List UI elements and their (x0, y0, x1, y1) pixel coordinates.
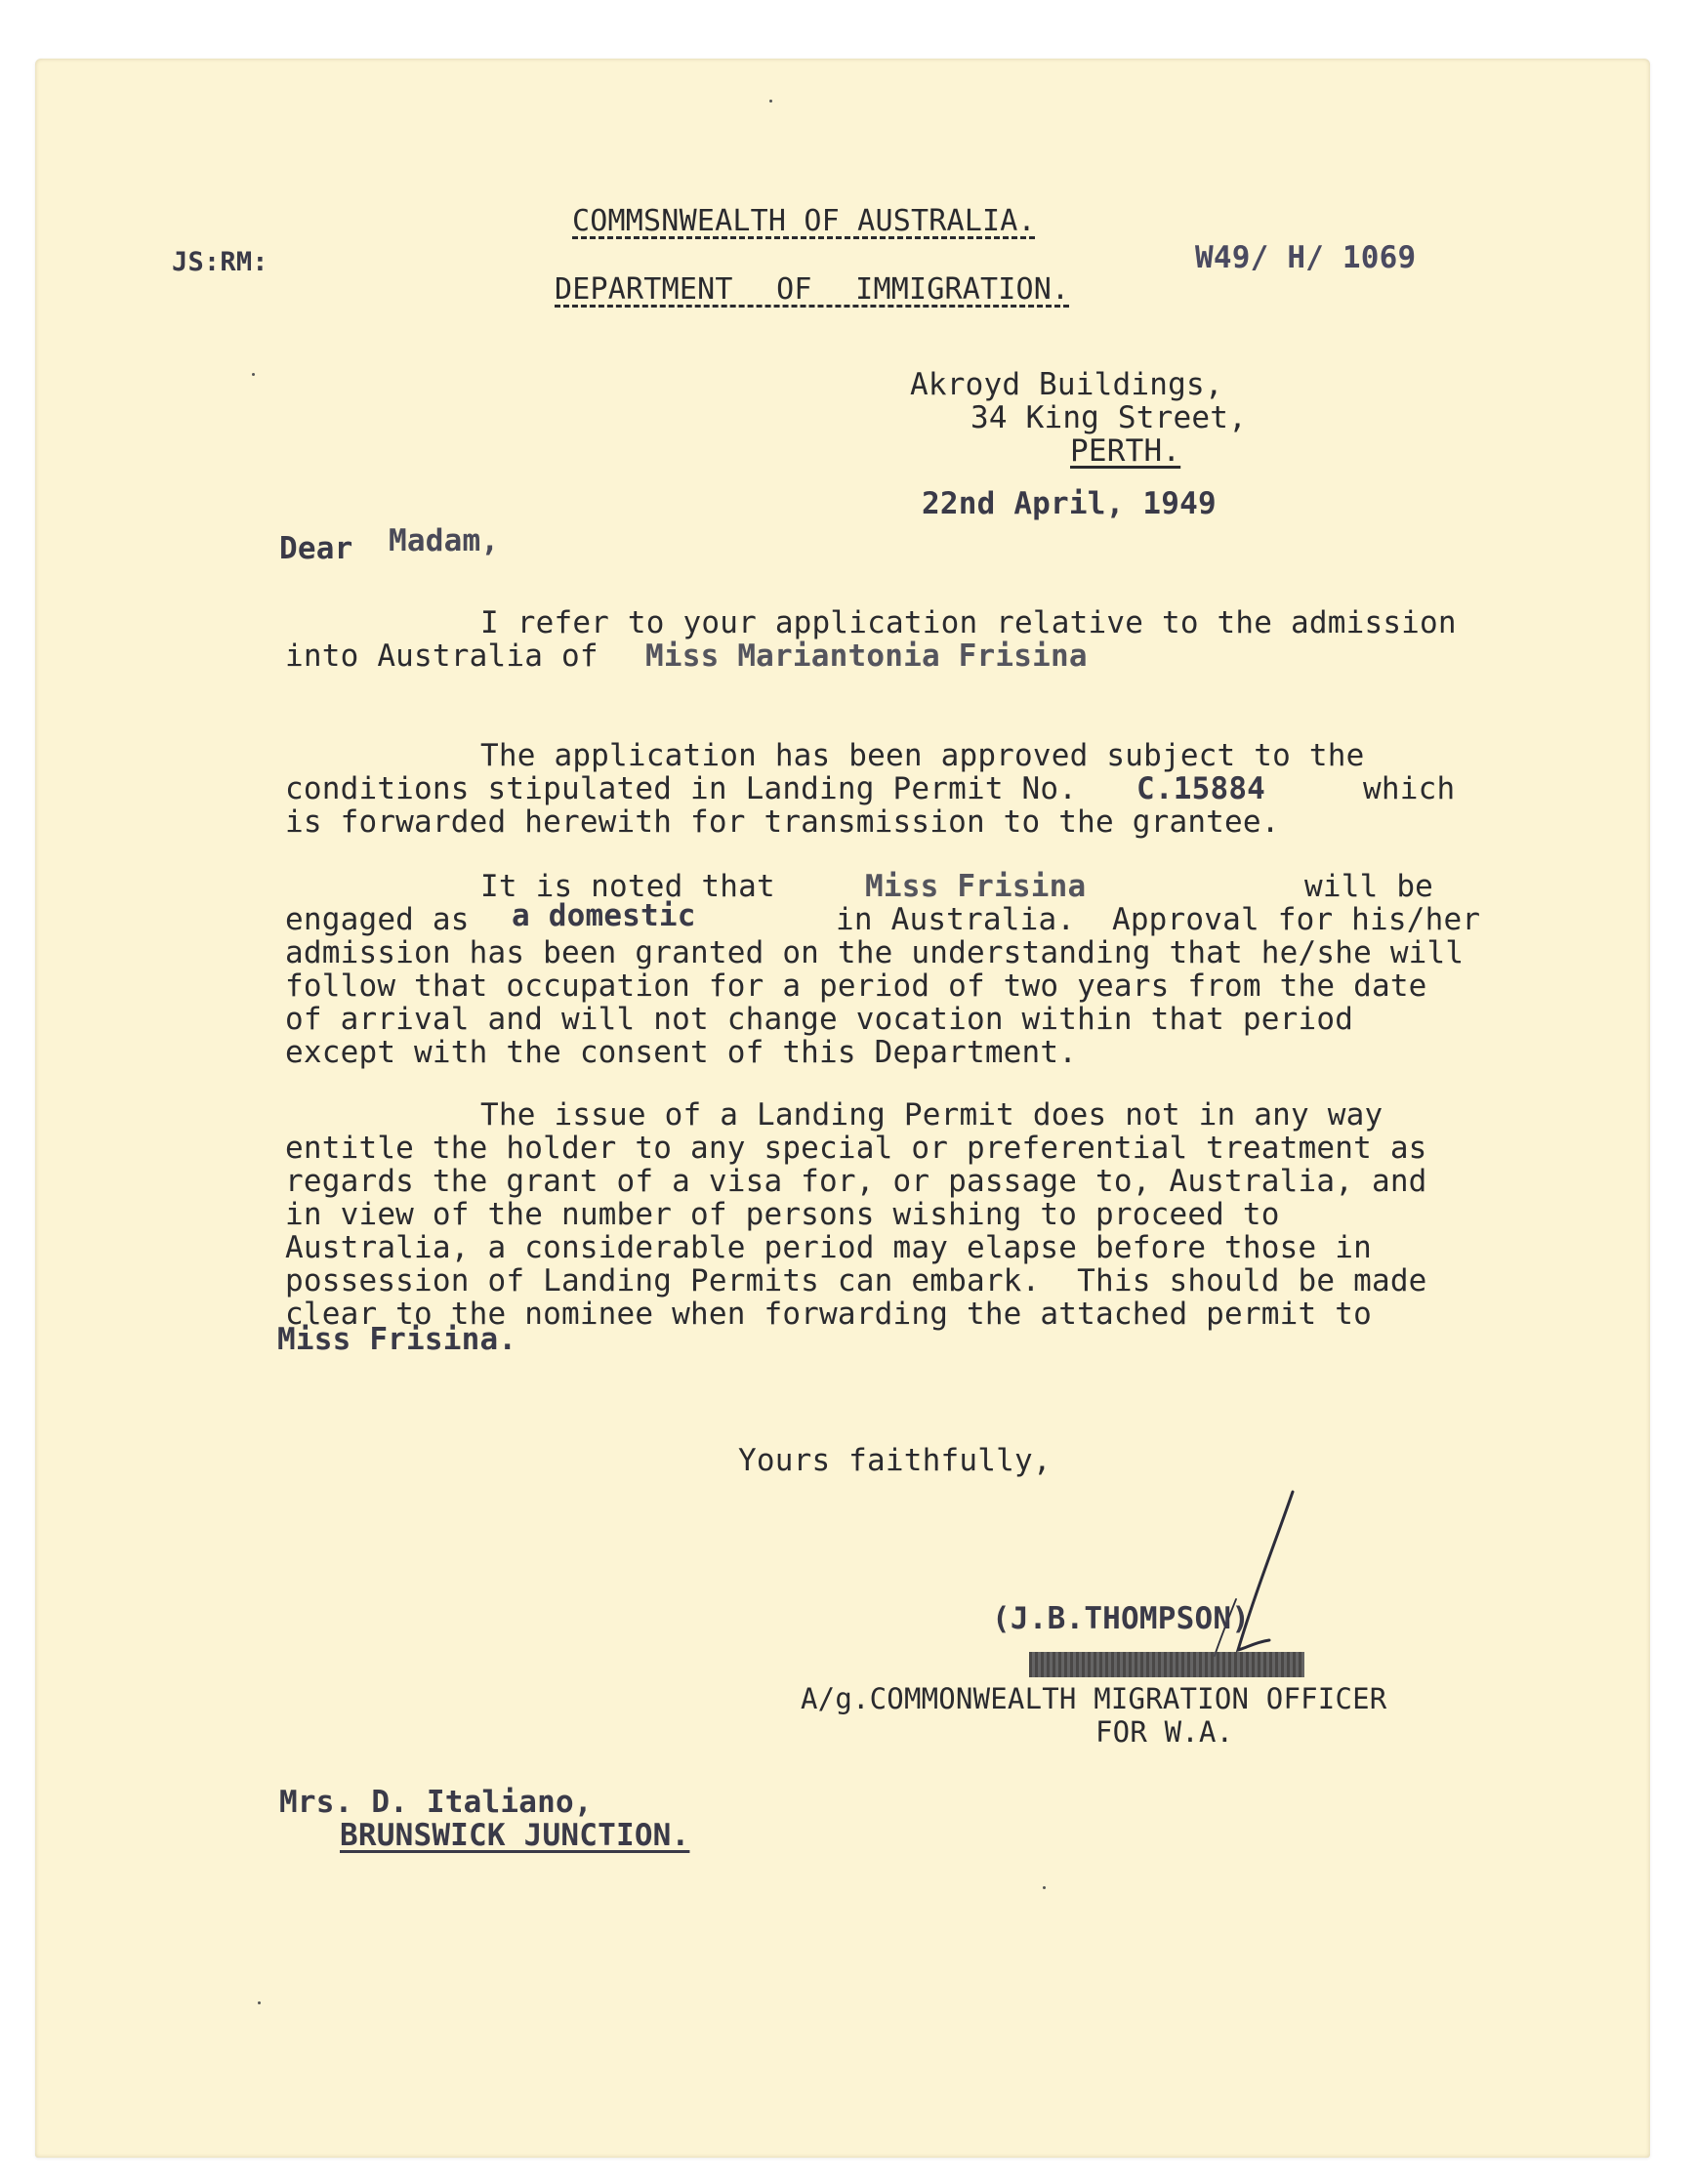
paragraph-2-which: which (1363, 771, 1456, 806)
paragraph-3-line-4: follow that occupation for a period of two years from the date (285, 968, 1427, 1004)
permit-number: C.15884 (1136, 771, 1266, 806)
paragraph-4-line-7: clear to the nominee when forwarding the attached permit to (285, 1297, 1372, 1332)
letter-date: 22nd April, 1949 (922, 486, 1217, 521)
address-line-2: 34 King Street, (970, 400, 1247, 435)
closing: Yours faithfully, (738, 1443, 1052, 1478)
letter-page (35, 59, 1650, 2158)
address-line-1: Akroyd Buildings, (910, 367, 1223, 402)
paragraph-4-line-8: Miss Frisina. (277, 1322, 517, 1357)
occupation: a domestic (512, 898, 696, 933)
paragraph-2-line-1: The application has been approved subject to the (480, 738, 1365, 773)
paragraph-2-line-2: conditions stipulated in Landing Permit No. (285, 771, 1078, 806)
paragraph-1-line-1: I refer to your application relative to the admission (480, 605, 1457, 640)
paragraph-3-line-6: except with the consent of this Department. (285, 1035, 1078, 1070)
signatory-name: (J.B.THOMPSON) (992, 1601, 1251, 1636)
paragraph-4-line-6: possession of Landing Permits can embark. This should be made (285, 1263, 1427, 1298)
paragraph-2-line-3: is forwarded herewith for transmission to the grantee. (285, 804, 1280, 840)
paragraph-3-line-2: engaged as (285, 902, 470, 937)
salutation-prefix: Dear (279, 531, 353, 566)
paragraph-4-line-3: regards the grant of a visa for, or passage to, Australia, and (285, 1164, 1427, 1199)
paragraph-3-line-5: of arrival and will not change vocation within that period (285, 1002, 1354, 1037)
paragraph-1-line-2: into Australia of (285, 639, 599, 674)
reference-code: JS:RM: (172, 247, 268, 277)
paragraph-3-will-be: will be (1304, 869, 1434, 904)
paragraph-4-line-5: Australia, a considerable period may elapse before those in (285, 1230, 1372, 1265)
paper-speck (769, 100, 772, 103)
signature (1177, 1484, 1314, 1669)
file-number: W49/ H/ 1069 (1195, 240, 1417, 275)
paragraph-4-line-4: in view of the number of persons wishing to proceed to (285, 1197, 1280, 1232)
recipient-place: BRUNSWICK JUNCTION. (340, 1818, 690, 1853)
struck-out-text (1029, 1652, 1304, 1677)
paragraph-3-line-2-rest: in Australia. Approval for his/her (836, 902, 1481, 937)
paragraph-3-line-3: admission has been granted on the understanding that he/she will (285, 935, 1465, 970)
paper-speck (252, 373, 255, 376)
address-line-3: PERTH. (1070, 433, 1181, 469)
signatory-title: A/g.COMMONWEALTH MIGRATION OFFICER (801, 1682, 1387, 1715)
paper-speck (1043, 1886, 1046, 1889)
nominee-name: Miss Frisina (865, 869, 1087, 904)
paper-speck (258, 2001, 261, 2004)
recipient-name: Mrs. D. Italiano, (279, 1785, 593, 1820)
signatory-region: FOR W.A. (1095, 1715, 1234, 1749)
applicant-name: Miss Mariantonia Frisina (645, 639, 1088, 674)
paragraph-3-line-1: It is noted that (480, 869, 775, 904)
paragraph-4-line-2: entitle the holder to any special or preferential treatment as (285, 1131, 1427, 1166)
salutation-name: Madam, (389, 523, 500, 558)
header-commonwealth: COMMSNWEALTH OF AUSTRALIA. (572, 204, 1036, 238)
header-department: DEPARTMENT OF IMMIGRATION. (555, 272, 1070, 307)
paragraph-4-line-1: The issue of a Landing Permit does not in any way (480, 1097, 1383, 1133)
